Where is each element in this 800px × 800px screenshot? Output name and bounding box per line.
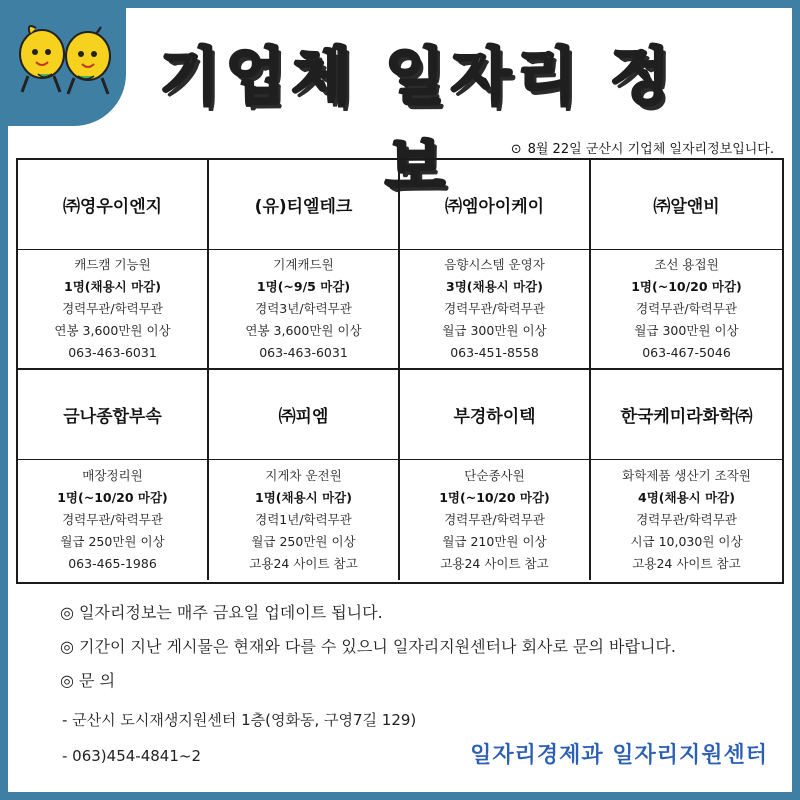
- job-detail: [400, 250, 591, 370]
- hiring-count: 1명(~10/20 마감): [631, 279, 742, 294]
- notice-list: [60, 596, 770, 698]
- company-name: 한국케미라화학㈜: [591, 370, 782, 460]
- company-name: 금나종합부속: [18, 370, 209, 460]
- contact-address: - 군산시 도시재생지원센터 1층(영화동, 구영7길 129): [62, 711, 417, 729]
- subtitle: [511, 138, 774, 157]
- pay: 월급 300만원 이상: [634, 323, 739, 338]
- requirement: 경력무관/학력무관: [636, 512, 737, 527]
- hiring-count: 1명(~9/5 마감): [256, 279, 351, 294]
- circle-dot-icon: ⊙: [510, 142, 522, 157]
- job-title: 기계캐드원: [273, 257, 334, 272]
- contact: 고용24 사이트 참고: [632, 556, 741, 571]
- job-table: [16, 158, 784, 584]
- job-title: 캐드캠 기능원: [74, 257, 151, 272]
- hiring-count: 4명(채용시 마감): [638, 490, 735, 505]
- requirement: 경력무관/학력무관: [444, 301, 545, 316]
- contact: 고용24 사이트 참고: [440, 556, 549, 571]
- notice-expired: ◎ 기간이 지난 게시물은 현재와 다를 수 있으니 일자리지원센터나 회사로 문의 바랍니다.: [60, 637, 676, 656]
- hiring-count: 1명(~10/20 마감): [439, 490, 550, 505]
- mascot-pair-icon: [8, 20, 126, 100]
- requirement: 경력무관/학력무관: [62, 512, 163, 527]
- requirement: 경력3년/학력무관: [255, 301, 352, 316]
- hiring-count: 1명(채용시 마감): [64, 279, 161, 294]
- pay: 연봉 3,600만원 이상: [245, 323, 362, 338]
- requirement: 경력무관/학력무관: [62, 301, 163, 316]
- company-name: 부경하이텍: [400, 370, 591, 460]
- hiring-count: 3명(채용시 마감): [446, 279, 543, 294]
- requirement: 경력무관/학력무관: [636, 301, 737, 316]
- company-name: (유)티엘테크: [209, 160, 400, 250]
- pay: 시급 10,030원 이상: [630, 534, 743, 549]
- pay: 월급 300만원 이상: [442, 323, 547, 338]
- contact: 063-467-5046: [642, 345, 731, 360]
- pay: 월급 210만원 이상: [442, 534, 547, 549]
- job-title: 매장정리원: [82, 468, 143, 483]
- company-name: ㈜엠아이케이: [400, 160, 591, 250]
- contact: 063-463-6031: [259, 345, 348, 360]
- subtitle-text: 8월 22일 군산시 기업체 일자리정보입니다.: [527, 142, 774, 157]
- contact: 063-463-6031: [68, 345, 157, 360]
- requirement: 경력무관/학력무관: [444, 512, 545, 527]
- job-detail: [591, 250, 782, 370]
- job-detail: [18, 460, 209, 580]
- footer-brand: 일자리경제과 일자리지원센터: [470, 743, 768, 768]
- company-name: ㈜영우이엔지: [18, 160, 209, 250]
- requirement: 경력1년/학력무관: [255, 512, 352, 527]
- job-title: 지게차 운전원: [265, 468, 342, 483]
- job-detail: [18, 250, 209, 370]
- mascot-corner: [8, 8, 126, 126]
- job-detail: [209, 250, 400, 370]
- job-title: 단순종사원: [464, 468, 525, 483]
- page-title: 기업체 일자리 정보: [159, 40, 677, 203]
- job-detail: [591, 460, 782, 580]
- pay: 월급 250만원 이상: [60, 534, 165, 549]
- hiring-count: 1명(채용시 마감): [255, 490, 352, 505]
- poster-card: [8, 8, 792, 792]
- pay: 월급 250만원 이상: [251, 534, 356, 549]
- company-name: ㈜알앤비: [591, 160, 782, 250]
- company-name: ㈜피엠: [209, 370, 400, 460]
- contact-phone: - 063)454-4841~2: [62, 747, 201, 765]
- job-title: 음향시스템 운영자: [444, 257, 545, 272]
- job-detail: [400, 460, 591, 580]
- hiring-count: 1명(~10/20 마감): [57, 490, 168, 505]
- contact: 고용24 사이트 참고: [249, 556, 358, 571]
- job-title: 화학제품 생산기 조작원: [622, 468, 751, 483]
- contact-info: [62, 702, 416, 774]
- job-detail: [209, 460, 400, 580]
- notice-inquiry: ◎ 문 의: [60, 671, 116, 690]
- contact: 063-451-8558: [450, 345, 539, 360]
- contact: 063-465-1986: [68, 556, 157, 571]
- notice-update: ◎ 일자리정보는 매주 금요일 업데이트 됩니다.: [60, 603, 383, 622]
- job-title: 조선 용접원: [654, 257, 719, 272]
- pay: 연봉 3,600만원 이상: [54, 323, 171, 338]
